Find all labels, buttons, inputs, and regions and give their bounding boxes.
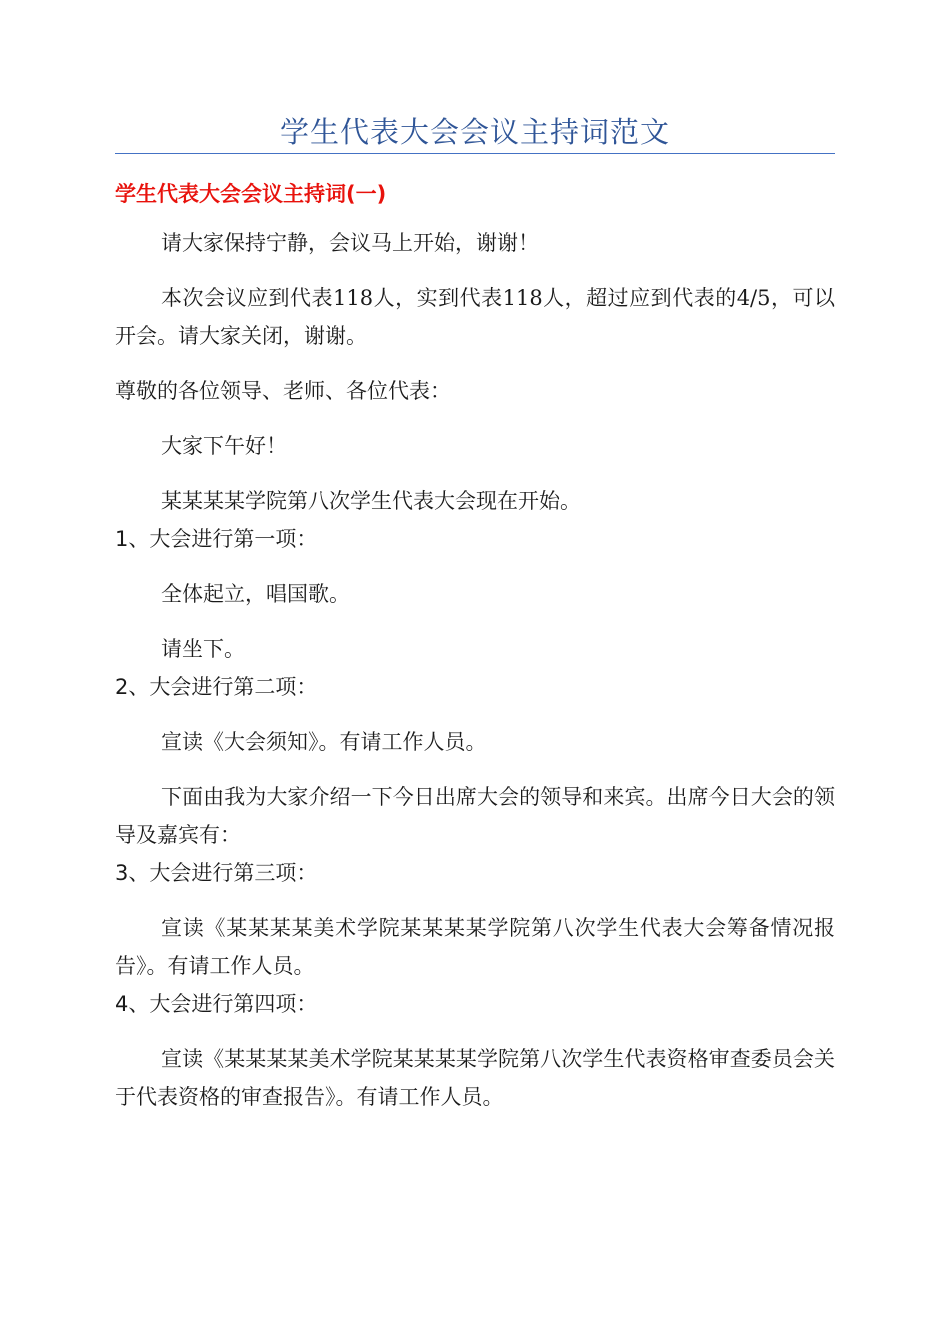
agenda-item-heading <box>115 520 835 558</box>
agenda-item-line: 宣读《某某某某美术学院某某某某学院第八次学生代表大会筹备情况报告》。有请工作人员。 <box>115 916 835 978</box>
paragraph-quiet-request: 请大家保持宁静，会议马上开始，谢谢！ <box>161 231 539 255</box>
agenda-item-title: 、大会进行第三项： <box>128 861 318 885</box>
agenda-item-number: 1 <box>115 527 129 551</box>
document-body <box>115 172 835 1116</box>
agenda-item-number: 2 <box>115 675 129 699</box>
agenda-item-line: 请坐下。 <box>161 637 245 661</box>
agenda-item-line: 宣读《某某某某美术学院某某某某学院第八次学生代表资格审查委员会关于代表资格的审查报告》。有请工作人员。 <box>115 1047 835 1109</box>
paragraph-salutation: 尊敬的各位领导、老师、各位代表： <box>115 379 451 403</box>
document-title: 学生代表大会会议主持词范文 <box>279 115 670 149</box>
agenda-item-title: 、大会进行第四项： <box>128 992 318 1016</box>
agenda-item-title: 、大会进行第二项： <box>128 675 318 699</box>
agenda-item-title: 、大会进行第一项： <box>128 527 318 551</box>
agenda-item-number: 3 <box>115 861 129 885</box>
title-underline <box>115 153 835 154</box>
paragraph-opening: 某某某某学院第八次学生代表大会现在开始。 <box>161 489 581 513</box>
agenda-item-heading <box>115 854 835 892</box>
agenda-item-line: 全体起立，唱国歌。 <box>161 582 350 606</box>
agenda-item-heading <box>115 668 835 706</box>
agenda-item-line: 下面由我为大家介绍一下今日出席大会的领导和来宾。出席今日大会的领导及嘉宾有： <box>115 785 835 847</box>
paragraph-attendance: 本次会议应到代表118人，实到代表118人，超过应到代表的4/5，可以开会。请大家关闭，谢谢。 <box>115 286 835 348</box>
paragraph-greeting: 大家下午好！ <box>161 434 287 458</box>
agenda-item-heading <box>115 985 835 1023</box>
agenda-item-number: 4 <box>115 992 129 1016</box>
agenda-item-line: 宣读《大会须知》。有请工作人员。 <box>161 730 487 754</box>
section-heading: 学生代表大会会议主持词(一) <box>115 182 387 206</box>
